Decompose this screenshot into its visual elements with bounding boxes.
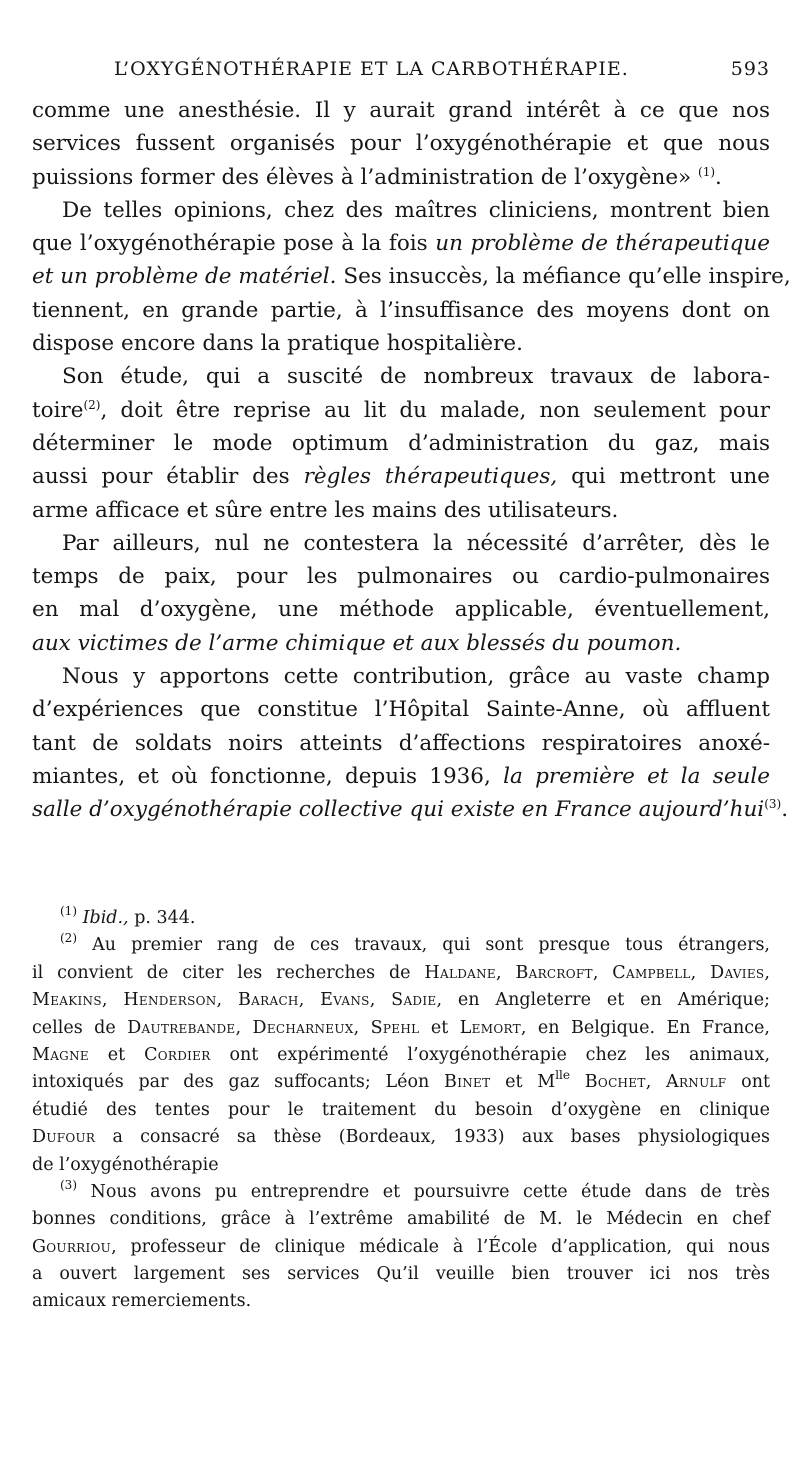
footnote-2-line (32, 1097, 770, 1124)
text-line (32, 727, 770, 760)
footnote-2-line: il convient de citer les recherches de Haldane, Barcroft, Campbell, Davies, (32, 962, 770, 983)
main-text (32, 94, 791, 827)
text-line (32, 460, 770, 493)
text-line (32, 227, 770, 260)
text-run: toire (32, 397, 84, 423)
text-run: qui mettront une (557, 464, 770, 490)
text-run: de l’oxygénothérapie (32, 1154, 219, 1175)
text-run: , en Belgique. En France, (520, 1017, 770, 1038)
author-name: Lemort (459, 1017, 521, 1038)
footnotes (32, 905, 770, 1316)
footnote-2-line: intoxiqués par des gaz suffocants; Léon Binet et $M^{lle}$ Bochet, Arnulf ont (32, 1068, 770, 1093)
text-line (32, 260, 791, 293)
author-name: Evans (320, 990, 370, 1011)
text-run: Son étude, qui a suscité de nombreux travaux de labora- (62, 364, 770, 390)
text-run: ont (726, 1072, 770, 1093)
text-run: celles de (32, 1017, 128, 1038)
author-name: Barcroft (515, 962, 593, 983)
text-run: tiennent, en grande partie, à l’insuffisance des moyens dont on (32, 297, 770, 323)
author-name: Campbell (612, 962, 691, 983)
text-run: ont expérimenté l’oxygénothérapie chez les animaux, (210, 1044, 771, 1065)
text-line (32, 793, 789, 826)
text-run: Par ailleurs, nul ne contestera la nécessité d’arrêter, dès le (62, 530, 770, 556)
text-run: intoxiqués par des gaz suffocants; Léon (32, 1072, 445, 1093)
text-run: étudié des tentes pour le traitement du besoin d’oxygène en clinique (32, 1099, 770, 1120)
text-run: il convient de citer les recherches de (32, 962, 425, 983)
text-run: , professeur de clinique médicale à l’École d’application, qui nous (111, 1236, 770, 1257)
page-number: 593 (730, 58, 770, 80)
text-run: Nous avons pu entreprendre et poursuivre cette étude dans de très (77, 1181, 770, 1202)
footnote-2-line: Magne et Cordier ont expérimenté l’oxygénothérapie chez les animaux, (32, 1044, 771, 1065)
text-run: p. 344. (128, 908, 196, 928)
author-name: Henderson (123, 990, 217, 1011)
footnote-3-line (32, 1179, 770, 1206)
author-name: Sadie (391, 990, 437, 1011)
footnote-2-line (32, 1152, 770, 1179)
running-title: L’OXYGÉNOTHÉRAPIE ET LA CARBOTHÉRAPIE. (114, 58, 629, 80)
footnote-2-line (32, 1124, 770, 1151)
text-run: puissions former des élèves à l’administration de l’oxygène» (32, 164, 699, 190)
text-run: , en Angleterre et en Amérique; (436, 990, 770, 1011)
footnote-3-line (32, 1288, 770, 1315)
footnote-ref: (1) (698, 164, 716, 179)
text-run: Au premier rang de ces travaux, qui sont presque tous étrangers, (77, 935, 770, 956)
text-line: puissions former des élèves à l’administration de l’oxygène» $^{(1)}$. (32, 164, 722, 190)
text-run: services fussent organisés pour l’oxygénothérapie et que nous (32, 131, 770, 157)
text-run: aussi pour établir des (32, 464, 304, 490)
text-line (32, 560, 770, 593)
footnote-ref: (3) (764, 797, 782, 812)
footnote-ref: (2) (83, 397, 101, 412)
footnote-1 (32, 905, 770, 932)
footnote-3-line (32, 1206, 770, 1233)
footnote-2-line (32, 932, 770, 959)
italic-run: salle d’oxygénothérapie collective qui existe en France aujourd’hui (32, 797, 765, 823)
text-line (32, 327, 770, 360)
text-run: De telles opinions, chez des maîtres cliniciens, montrent bien (62, 197, 770, 223)
author-name: Davies (710, 962, 765, 983)
italic-run: règles thérapeutiques, (303, 464, 558, 490)
text-line (32, 693, 770, 726)
text-line (32, 427, 770, 460)
author-name: Bochet (584, 1072, 646, 1093)
text-run: bonnes conditions, grâce à l’extrême amabilité de M. le Médecin en chef (32, 1209, 770, 1230)
text-line (32, 527, 770, 560)
author-name: Dufour (32, 1127, 96, 1148)
text-run: que l’oxygénothérapie pose à la fois (32, 231, 436, 257)
footnote-2-line: Meakins, Henderson, Barach, Evans, Sadie, en Angleterre et en Amérique; (32, 990, 770, 1011)
text-line (32, 627, 770, 660)
author-name: Arnulf (666, 1072, 727, 1093)
text-line (32, 94, 770, 127)
text-run: comme une anesthésie. Il y aurait grand intérêt à ce que nos (32, 98, 770, 123)
footnote-3-line (32, 1234, 770, 1261)
title-abbrev: lle (555, 1068, 570, 1083)
running-header (32, 58, 770, 88)
italic-run: la première et la seule (503, 763, 770, 789)
footnote-2-line: celles de Dautrebande, Decharneux, Spehl et Lemort, en Belgique. En France, (32, 1017, 770, 1038)
text-run: a consacré sa thèse (Bordeaux, 1933) aux bases physiologiques (95, 1127, 770, 1148)
italic-run: un problème de thérapeutique (435, 231, 771, 257)
footnote-marker: (1) (60, 904, 77, 918)
text-run: tant de soldats noirs atteints d’affections respiratoires anoxé- (32, 730, 770, 756)
author-name: Magne (32, 1044, 89, 1065)
text-line (32, 494, 770, 527)
author-name: Binet (444, 1072, 491, 1093)
text-run: . (781, 797, 789, 823)
footnote-marker: (3) (60, 1177, 77, 1192)
text-run: Nous y apportons cette contribution, grâce au vaste champ (62, 664, 770, 690)
text-run: Ses insuccès, la méfiance qu’elle inspire, (336, 264, 791, 290)
text-line (32, 127, 770, 160)
text-run: d’expériences que constitue l’Hôpital Sainte-Anne, où affluent (32, 697, 770, 723)
text-run: en mal d’oxygène, une méthode applicable, éventuellement, (32, 597, 770, 623)
text-line (32, 660, 770, 693)
text-run: dispose encore dans la pratique hospitalière. (32, 331, 523, 357)
author-name: Decharneux (252, 1017, 354, 1038)
text-line (32, 593, 770, 626)
author-name: Gourriou (32, 1236, 112, 1257)
text-run: arme afficace et sûre entre les mains des utilisateurs. (32, 497, 619, 523)
text-run: temps de paix, pour les pulmonaires ou cardio-pulmonaires (32, 564, 770, 590)
italic-run: et un problème de matériel. (32, 264, 337, 290)
text-run: , doit être reprise au lit du malade, non seulement pour (100, 397, 770, 423)
author-name: Haldane (424, 962, 496, 983)
text-run: a ouvert largement ses services Qu’il veuille bien trouver ici nos très (32, 1264, 770, 1285)
text-line (32, 294, 770, 327)
text-run: miantes, et où fonctionne, depuis 1936, (32, 763, 504, 789)
author-name: Meakins (32, 990, 102, 1011)
text-line (32, 360, 770, 393)
text-line (32, 394, 770, 427)
author-name: Cordier (144, 1044, 211, 1065)
author-name: Dautrebande (127, 1017, 236, 1038)
italic-run: aux victimes de l’arme chimique et aux blessés du poumon. (32, 630, 682, 656)
author-name: Spehl (370, 1017, 420, 1038)
footnote-marker: (2) (60, 931, 77, 946)
author-name: Barach (238, 990, 299, 1011)
italic-run: Ibid., (82, 908, 129, 928)
text-line (32, 760, 770, 793)
text-run: déterminer le mode optimum d’administration du gaz, mais (32, 430, 770, 456)
text-line (32, 194, 770, 227)
footnote-3-line (32, 1261, 770, 1288)
text-run: amicaux remerciements. (32, 1291, 252, 1312)
